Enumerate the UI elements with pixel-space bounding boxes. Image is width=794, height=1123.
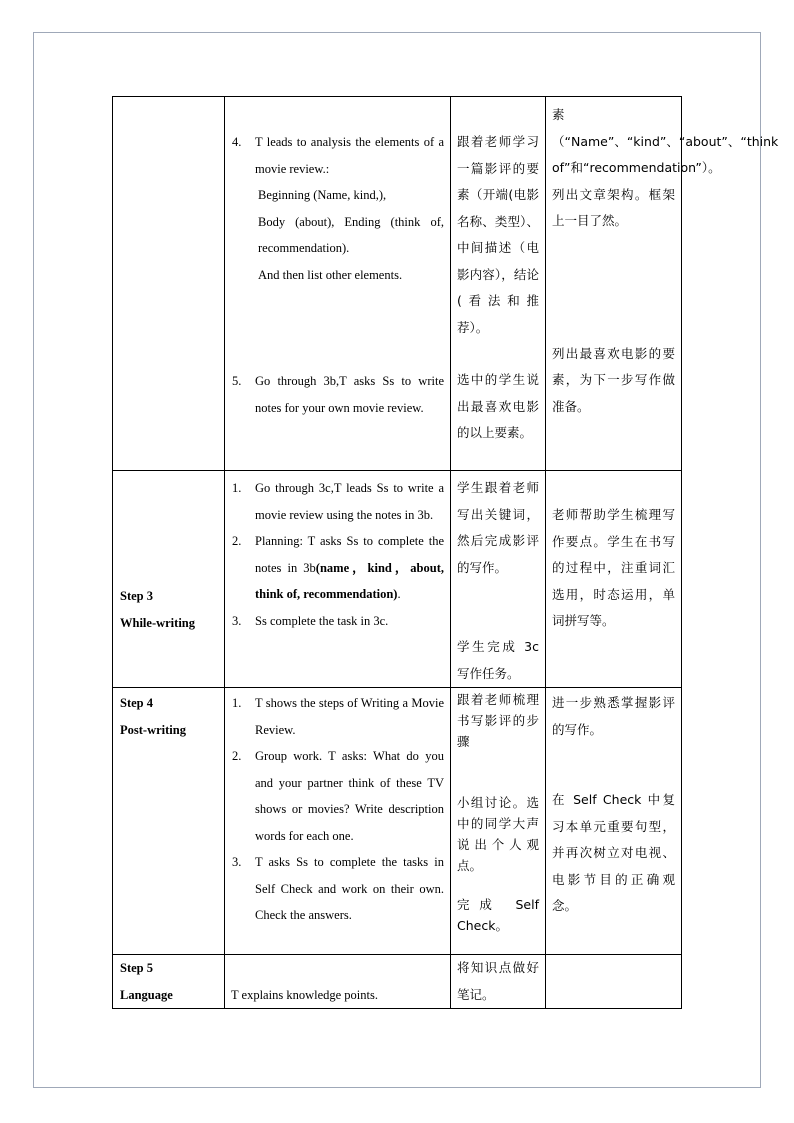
purpose-cell xyxy=(546,688,682,955)
step-cell xyxy=(113,955,225,1009)
step-cell xyxy=(113,471,225,688)
student-activity-cell xyxy=(451,955,546,1009)
student-text: 跟着老师学习一篇影评的要素（开端(电影名称、类型）、中间描述（电影内容），结论(看法和推荐）。 xyxy=(457,134,539,335)
activity-cell xyxy=(225,471,451,688)
student-text: 跟着老师梳理书写影评的步骤 xyxy=(457,692,539,749)
list-item: 3. Ss complete the task in 3c. xyxy=(232,613,389,628)
student-activity-cell xyxy=(451,471,546,688)
list-item: 1. T shows the steps of Writing a Movie Review. xyxy=(232,696,444,737)
step-title: Step 5 xyxy=(120,961,153,975)
step-cell xyxy=(113,97,225,471)
list-item: 2. Group work. T asks: What do you and your partner think of these TV shows or movies? Write description words for each one. xyxy=(232,749,444,843)
sub-item: And then list other elements. xyxy=(258,267,403,282)
step-subtitle: Language xyxy=(120,987,173,1002)
student-activity-cell xyxy=(451,97,546,471)
table-row xyxy=(113,97,682,471)
step-subtitle: While-writing xyxy=(120,615,195,630)
list-item: 5. Go through 3b,T asks Ss to write notes for your own movie review. xyxy=(232,374,444,415)
activity-text: T explains knowledge points. xyxy=(231,987,378,1002)
student-text: 小组讨论。选中的同学大声说出个人观点。 xyxy=(457,795,539,873)
list-item: 2. Planning: T asks Ss to complete the notes in 3b(name，kind，about, think of, recommendation). xyxy=(232,534,444,601)
student-text: 将知识点做好笔记。 xyxy=(457,960,539,1002)
purpose-cell xyxy=(546,955,682,1009)
step-title: Step 3 xyxy=(120,589,153,603)
activity-cell xyxy=(225,955,451,1009)
step-title: Step 4 xyxy=(120,696,153,710)
purpose-cell xyxy=(546,97,779,471)
table-row xyxy=(113,688,682,955)
sub-item: Body (about), Ending (think of, recommendation). xyxy=(258,214,444,255)
purpose-text: 在 Self Check 中复习本单元重要句型，并再次树立对电视、电影节目的正确观念。 xyxy=(552,792,675,913)
purpose-cell xyxy=(546,471,682,688)
student-activity-cell xyxy=(451,688,546,955)
student-text: 完成 Self Check。 xyxy=(457,897,539,933)
sub-item: Beginning (Name, kind,), xyxy=(258,188,387,202)
purpose-text: 进一步熟悉掌握影评的写作。 xyxy=(552,695,675,737)
activity-cell xyxy=(225,688,451,955)
purpose-text: 列出最喜欢电影的要素，为下一步写作做准备。 xyxy=(552,345,675,414)
list-item: 3. T asks Ss to complete the tasks in Self Check and work on their own. Check the answers. xyxy=(232,855,444,922)
list-item: 4. T leads to analysis the elements of a movie review.: xyxy=(232,135,444,176)
student-text: 选中的学生说出最喜欢电影的以上要素。 xyxy=(457,372,539,440)
activity-cell xyxy=(225,97,451,471)
student-text: 学生跟着老师写出关键词，然后完成影评的写作。 xyxy=(457,480,539,575)
list-item: 1. Go through 3c,T leads Ss to write a movie review using the notes in 3b. xyxy=(232,481,444,522)
purpose-text: 老师帮助学生梳理写作要点。学生在书写的过程中，注重词汇选用，时态运用，单词拼写等。 xyxy=(552,507,675,628)
step-subtitle: Post-writing xyxy=(120,722,186,737)
step-cell xyxy=(113,688,225,955)
table-row xyxy=(113,471,682,688)
purpose-text: 素（“Name”、“kind”、“about”、“think of”和“recommendation”）。列出文章架构。框架上一目了然。 xyxy=(552,107,779,228)
lesson-plan-table xyxy=(112,96,779,1009)
table-row xyxy=(113,955,682,1009)
student-text: 学生完成 3c 写作任务。 xyxy=(457,639,539,681)
